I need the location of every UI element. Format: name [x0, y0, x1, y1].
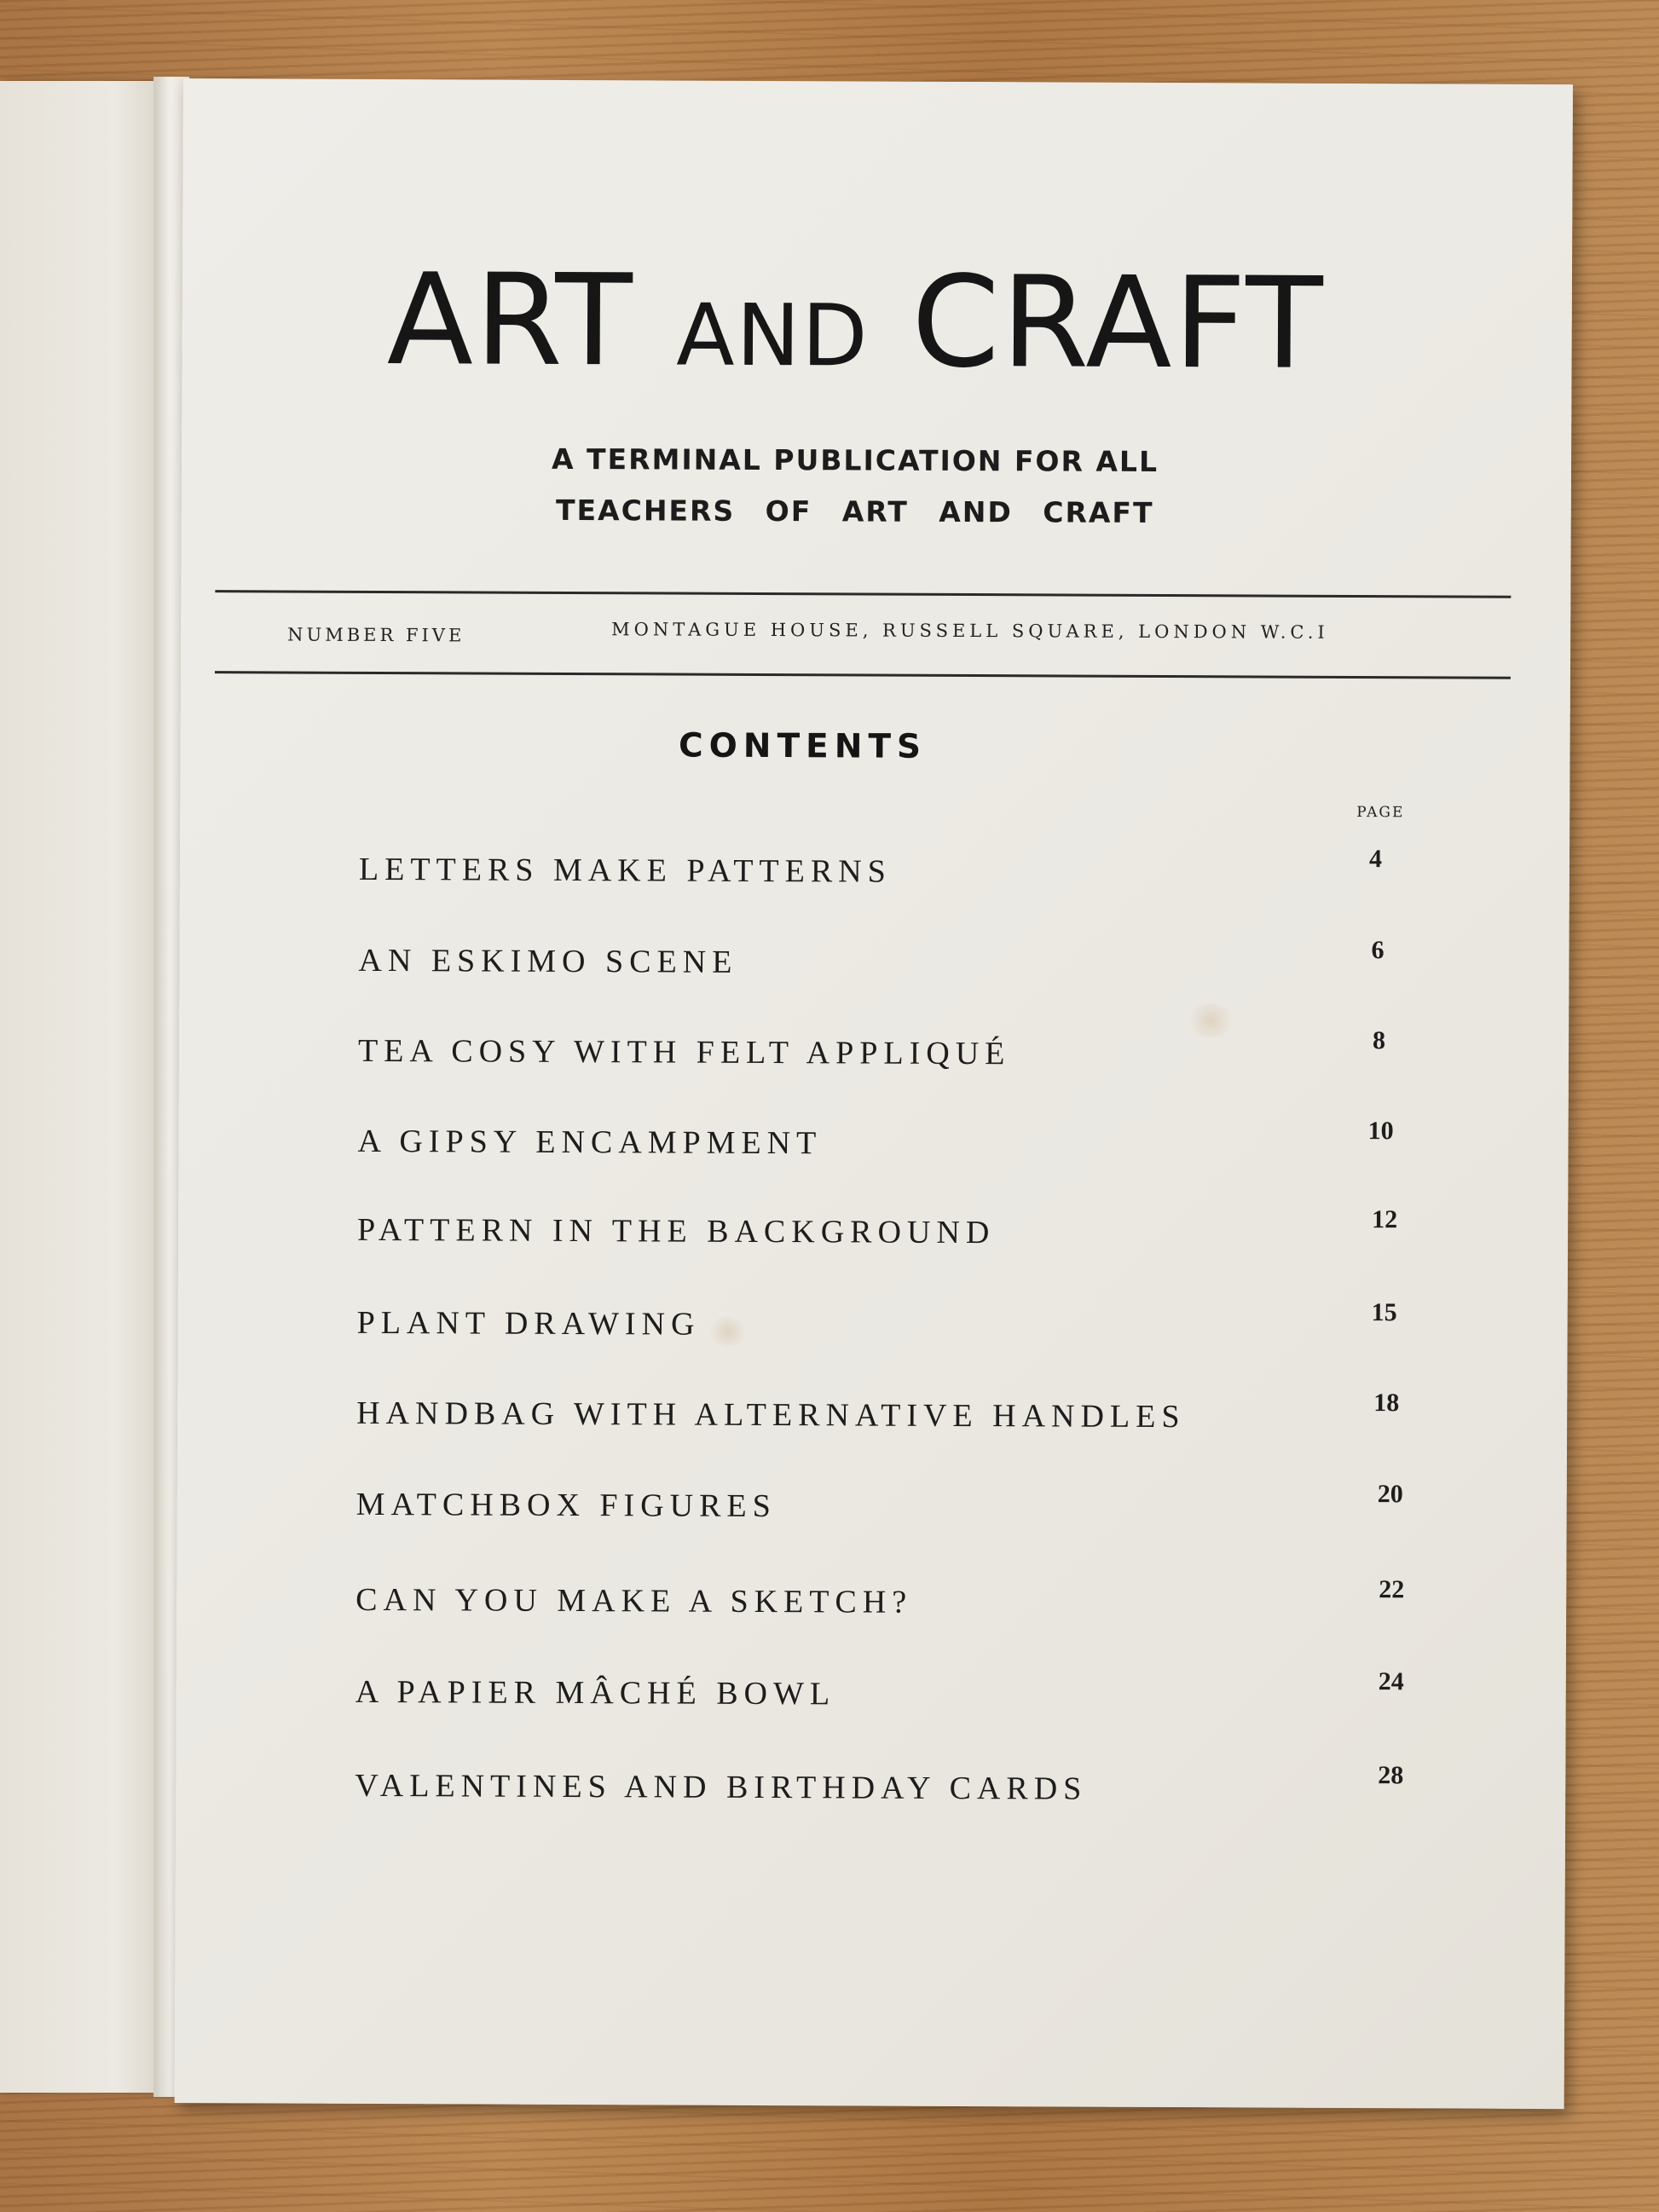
subtitle-line-2: TEACHERS OF ART AND CRAFT	[555, 493, 1154, 529]
toc-entry-page: 24	[1378, 1667, 1404, 1696]
toc-entry-title: PATTERN IN THE BACKGROUND	[357, 1211, 996, 1251]
toc-entry-page: 15	[1371, 1298, 1397, 1327]
toc-entry-page: 10	[1367, 1117, 1394, 1146]
toc-entry-page: 4	[1368, 845, 1383, 874]
toc-entry	[358, 845, 1518, 907]
toc-entry-title: PLANT DRAWING	[356, 1304, 701, 1343]
publication-title	[327, 245, 1384, 398]
toc-entry-title: AN ESKIMO SCENE	[358, 942, 738, 980]
paper-stain	[1185, 1003, 1236, 1037]
toc-entry	[356, 1389, 1516, 1451]
toc-entry	[356, 1298, 1516, 1360]
issue-number: NUMBER FIVE	[287, 624, 465, 646]
toc-entry	[358, 936, 1517, 998]
contents-heading: CONTENTS	[678, 726, 928, 766]
toc-entry-page: 28	[1378, 1761, 1404, 1790]
toc-entry-title: A PAPIER MÂCHÉ BOWL	[355, 1673, 836, 1712]
toc-entry-page: 18	[1373, 1389, 1400, 1418]
subtitle-line-1: A TERMINAL PUBLICATION FOR ALL	[551, 442, 1159, 478]
masthead-rule-top	[215, 590, 1511, 598]
toc-entry-title: LETTERS MAKE PATTERNS	[358, 851, 892, 890]
left-page	[0, 81, 166, 2093]
toc-entry-page: 12	[1372, 1205, 1398, 1234]
masthead-rule-bottom	[215, 671, 1511, 679]
toc-entry-page: 22	[1379, 1575, 1405, 1604]
toc-entry	[356, 1575, 1515, 1637]
title-word-craft: CRAFT	[910, 248, 1325, 397]
contents-page	[175, 78, 1573, 2109]
toc-entry	[357, 1026, 1517, 1089]
toc-entry	[357, 1205, 1517, 1268]
toc-entry-title: VALENTINES AND BIRTHDAY CARDS	[355, 1767, 1088, 1807]
toc-entry-page: 8	[1373, 1026, 1386, 1055]
toc-entry-page: 6	[1371, 936, 1384, 965]
toc-entry	[357, 1117, 1517, 1179]
toc-entry-title: A GIPSY ENCAMPMENT	[357, 1123, 823, 1162]
publisher-address: MONTAGUE HOUSE, RUSSELL SQUARE, LONDON W.C.I	[611, 619, 1329, 643]
toc-entry-title: TEA COSY WITH FELT APPLIQUÉ	[357, 1032, 1011, 1072]
toc-entry-page: 20	[1377, 1480, 1403, 1509]
toc-entry	[355, 1667, 1515, 1730]
title-word-and: AND	[675, 285, 870, 386]
toc-entry-title: MATCHBOX FIGURES	[356, 1486, 777, 1525]
toc-entry-title: HANDBAG WITH ALTERNATIVE HANDLES	[356, 1395, 1186, 1435]
page-column-label: PAGE	[1356, 804, 1405, 822]
toc-entry	[355, 1761, 1514, 1823]
toc-entry	[356, 1480, 1516, 1542]
title-word-art: ART	[386, 246, 635, 395]
toc-entry-title: CAN YOU MAKE A SKETCH?	[356, 1581, 913, 1620]
